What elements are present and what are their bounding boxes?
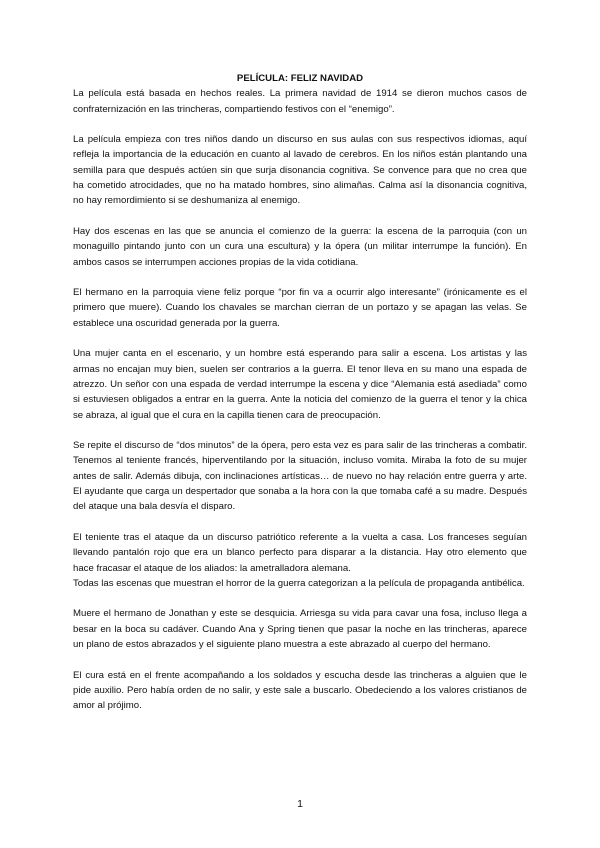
document-title: PELÍCULA: FELIZ NAVIDAD (236, 73, 364, 84)
paragraph-lieutenant-speech: El teniente tras el ataque da un discurso patriótico referente a la vuelta a casa. Los franceses seguían llevando pantalón rojo que era un blanco perfecto para disparar a la distancia. Hay otro elemento que hace fracasar el ataque de los aliados: la ametralladora alemana. (73, 531, 527, 574)
paragraph-brother-parish: El hermano en la parroquia viene feliz porque “por fin va a ocurrir algo interesante” (irónicamente es el primero que muere). Cuando los chavales se marchan cierran de un portazo y se apagan las velas. Se establece una oscuridad generada por la guerra. (73, 287, 527, 329)
paragraph-two-minutes: Se repite el discurso de “dos minutos” de la ópera, pero esta vez es para salir de las trincheras a combatir. Tenemos al teniente francés, hiperventilando por la situación, incluso vomita. Miraba la foto de su mujer antes de salir. Además dibuja, con inclinaciones artísticas… de nuevo no hay relación entre guerra y arte. El ayudante que carga un despertador que sonaba a la hora con la que tomaba café a su madre. Después del ataque una bala desvía el disparo. (73, 440, 527, 513)
document-body (73, 71, 527, 729)
paragraph-priest-front: El cura está en el frente acompañando a los soldados y escucha desde las trincheras a alguien que le pide auxilio. Pero había orden de no salir, y este sale a buscarlo. Obedeciendo a los valores cristianos de amor al prójimo. (73, 669, 527, 712)
paragraph-jonathan-brother: Muere el hermano de Jonathan y este se desquicia. Arriesga su vida para cavar una fosa, incluso llega a besar en la boca su cadáver. Cuando Ana y Spring tienen que pasar la noche en las trincheras, aparece un plano de estos abrazados y el siguiente plano muestra a este abrazado al cuerpo del hermano. (73, 608, 527, 650)
paragraph-war-announcement: Hay dos escenas en las que se anuncia el comienzo de la guerra: la escena de la parroquia (con un monaguillo pintando junto con un cura una escultura) y la ópera (un militar interrumpe la función). En ambos casos se interrumpen acciones propias de la vida cotidiana. (73, 225, 527, 268)
paragraph-children-speech: La película empieza con tres niños dando un discurso en sus aulas con sus respectivos idiomas, aquí refleja la importancia de la educación en cuanto al lavado de cerebros. En los niños están plantando una semilla para que después actúen sin que surja disonancia cognitiva. Se convence para que no crea que ha cometido atrocidades, que no ha matado hombres, sino alimañas. Calma así la disonancia cognitiva, no hay remordimiento si se deshumaniza al enemigo. (73, 134, 527, 207)
paragraph-intro: La película está basada en hechos reales. La primera navidad de 1914 se dieron muchos casos de confraternización en las trincheras, compartiendo festivos con el “enemigo”. (73, 88, 527, 115)
paragraph-opera-scene: Una mujer canta en el escenario, y un hombre está esperando para salir a escena. Los artistas y las armas no encajan muy bien, suelen ser contrarios a la guerra. El tenor lleva en su mano una espada de atrezzo. Un señor con una espada de verdad interrumpe la escena y dice “Alemania está asediada” como si estuviesen obligados a entrar en la guerra. Ante la noticia del comienzo de la guerra el tenor y la chica se abraza, al igual que el cura en la capilla tienen cara de preocupación. (73, 348, 527, 421)
page-number: 1 (297, 798, 303, 810)
paragraph-antiwar-propaganda: Todas las escenas que muestran el horror de la guerra categorizan a la película de propaganda antibélica. (73, 577, 525, 589)
